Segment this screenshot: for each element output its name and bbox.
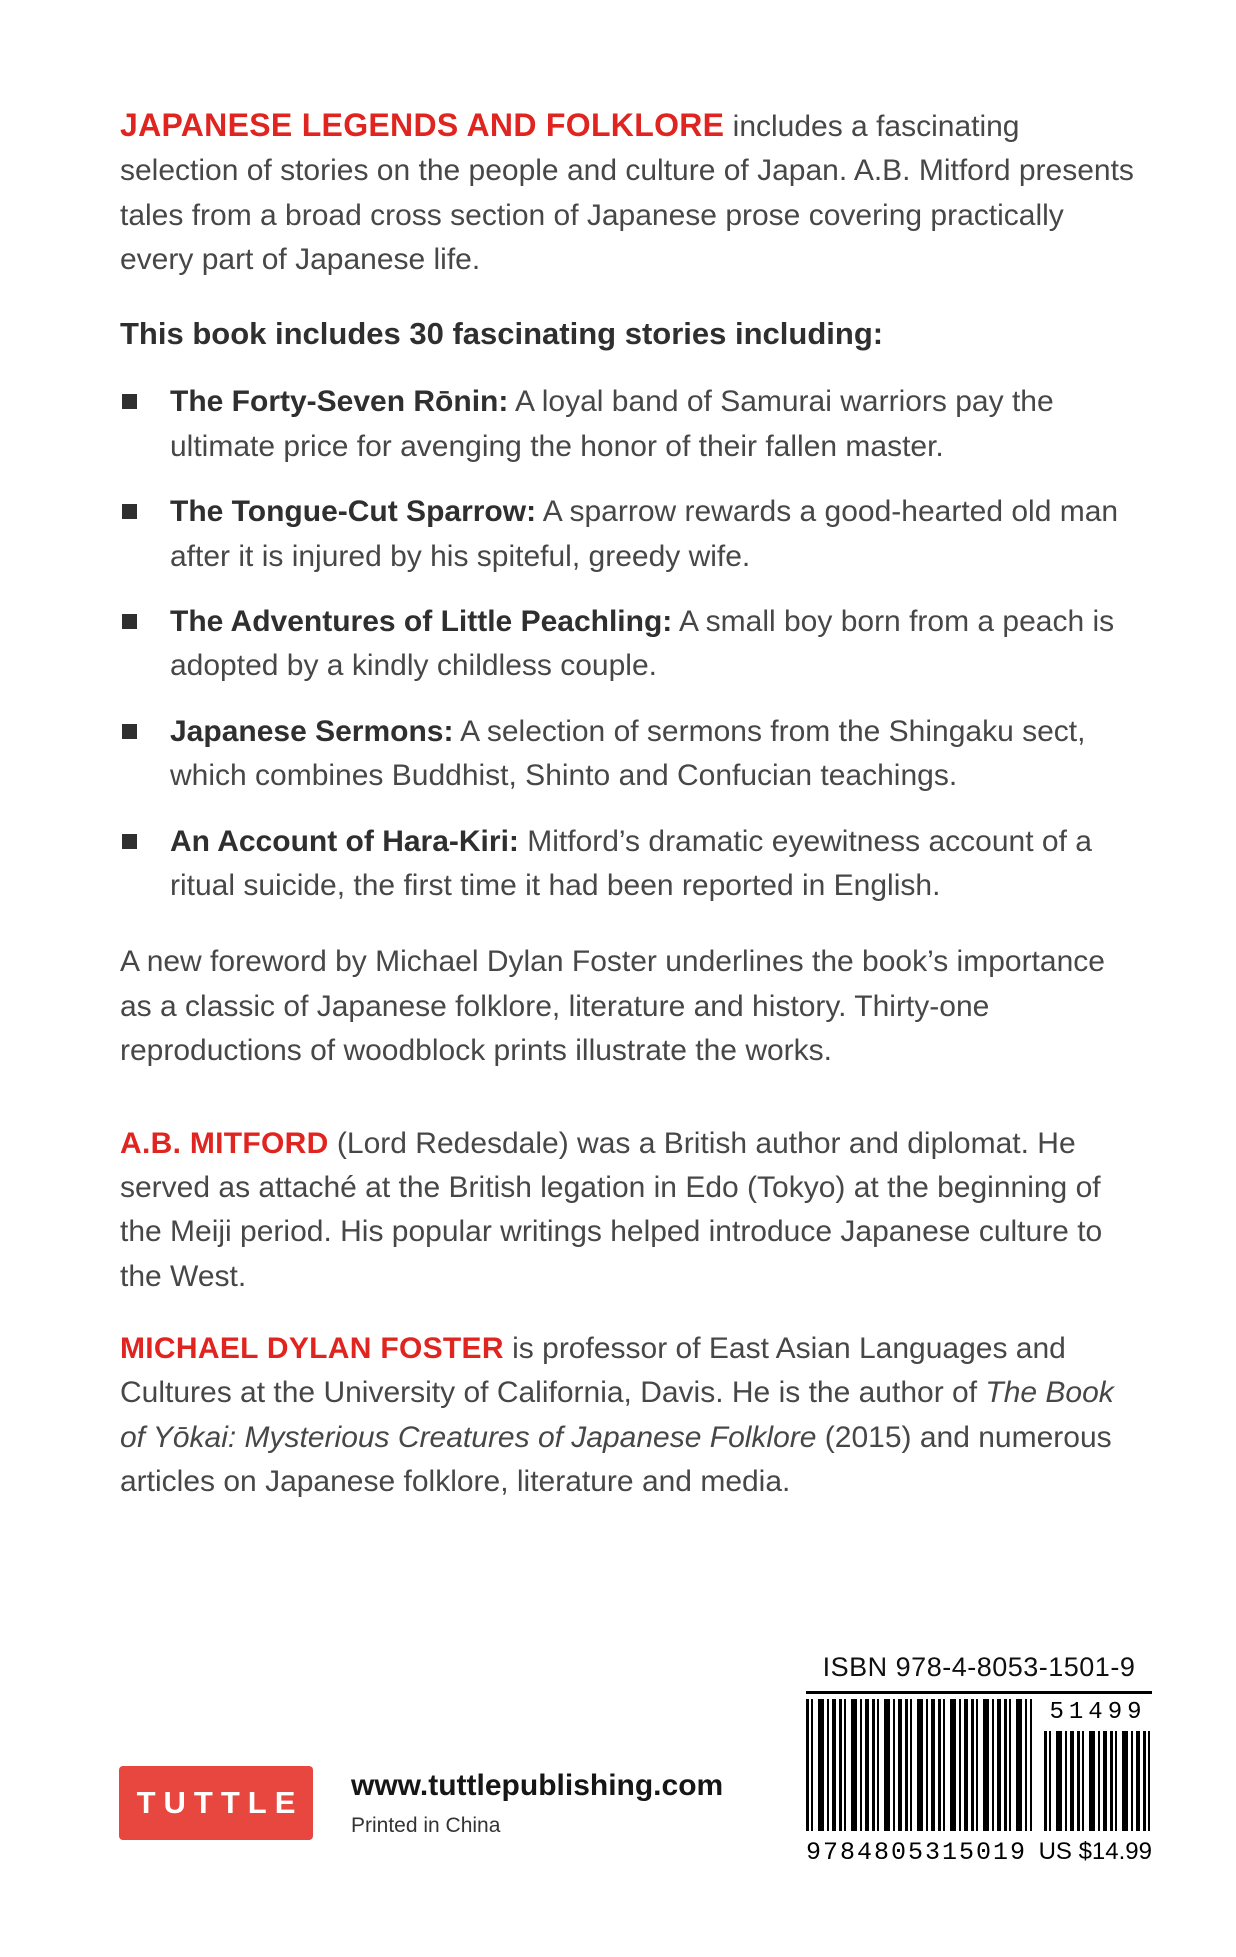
- barcode-addon-column: [1044, 1699, 1152, 1831]
- list-item: [120, 380, 1140, 469]
- story-title: The Tongue-Cut Sparrow:: [170, 495, 537, 529]
- bio-mitford: [120, 1122, 1140, 1300]
- intro-text: includes a fascinating selection of stories on the people and culture of Japan. A.B. Mitford presents tales from a broad cross section of Japanese prose covering practically every part of Japanese life.: [120, 110, 1134, 277]
- price-addon-code: 51499: [1049, 1699, 1147, 1726]
- isbn-barcode-block: [806, 1652, 1152, 1867]
- story-desc: A selection of sermons from the Shingaku sect, which combines Buddhist, Shinto and Confucian teachings.: [170, 714, 1086, 793]
- intro-paragraph: [120, 102, 1140, 283]
- footer-text-column: [351, 1766, 723, 1838]
- foreword-paragraph: A new foreword by Michael Dylan Foster underlines the book’s importance as a classic of Japanese folklore, literature and history. Thirty-one reproductions of woodblock prints illustrate the works.: [120, 945, 1105, 1068]
- ean-barcode: [806, 1699, 1032, 1831]
- divider: [806, 1691, 1152, 1694]
- price-label: US $14.99: [1038, 1838, 1152, 1865]
- list-item: [120, 600, 1140, 689]
- bio-text: (2015) and numerous articles on Japanese folklore, literature and media.: [120, 1420, 1112, 1499]
- bullet-square-icon: [122, 724, 137, 739]
- barcode-caption-row: [806, 1838, 1152, 1867]
- stories-heading: This book includes 30 fascinating stories including:: [120, 315, 884, 351]
- story-title: The Forty-Seven Rōnin:: [170, 385, 509, 419]
- printed-in-label: Printed in China: [351, 1814, 501, 1837]
- bio-text: is professor of East Asian Languages and Cultures at the University of California, Davis. He is the author of: [120, 1332, 1066, 1410]
- story-title: The Adventures of Little Peachling:: [170, 605, 673, 638]
- barcode-row: [806, 1699, 1152, 1831]
- author-name: A.B. MITFORD: [120, 1126, 329, 1160]
- story-desc: A loyal band of Samurai warriors pay the ultimate price for avenging the honor of their fallen master.: [170, 385, 1054, 463]
- barcode-digits: 9784805315019: [806, 1838, 1028, 1867]
- bullet-square-icon: [122, 394, 137, 409]
- list-item: [120, 820, 1140, 909]
- list-item: [120, 710, 1140, 799]
- story-desc: Mitford’s dramatic eyewitness account of a ritual suicide, the first time it had been reported in English.: [170, 824, 1092, 902]
- bio-text: (Lord Redesdale) was a British author and diplomat. He served as attaché at the British legation in Edo (Tokyo) at the beginning of the Meiji period. His popular writings helped introduce Japanese culture to the West.: [120, 1126, 1103, 1293]
- publisher-website: www.tuttlepublishing.com: [351, 1769, 724, 1802]
- book-reference: The Book of Yōkai: Mysterious Creatures of Japanese Folklore: [120, 1376, 1114, 1454]
- addon-barcode: [1044, 1731, 1152, 1831]
- bio-foster: [120, 1327, 1140, 1505]
- stories-list: [120, 380, 1140, 908]
- bullet-square-icon: [122, 834, 137, 849]
- author-name: MICHAEL DYLAN FOSTER: [120, 1332, 504, 1366]
- story-desc: A sparrow rewards a good-hearted old man after it is injured by his spiteful, greedy wife.: [170, 495, 1119, 573]
- bullet-square-icon: [122, 614, 137, 629]
- tuttle-logo-text: TUTTLE: [136, 1785, 304, 1820]
- story-title: Japanese Sermons:: [170, 714, 454, 748]
- book-title-lead: JAPANESE LEGENDS AND FOLKLORE: [120, 107, 725, 143]
- back-cover-text: [120, 102, 1140, 1505]
- story-desc: A small boy born from a peach is adopted by a kindly childless couple.: [170, 605, 1115, 683]
- story-title: An Account of Hara-Kiri:: [170, 824, 519, 858]
- isbn-label: ISBN 978-4-8053-1501-9: [822, 1652, 1136, 1682]
- list-item: [120, 490, 1140, 579]
- publisher-footer: [119, 1766, 723, 1840]
- bullet-square-icon: [122, 504, 137, 519]
- tuttle-logo: [119, 1766, 313, 1840]
